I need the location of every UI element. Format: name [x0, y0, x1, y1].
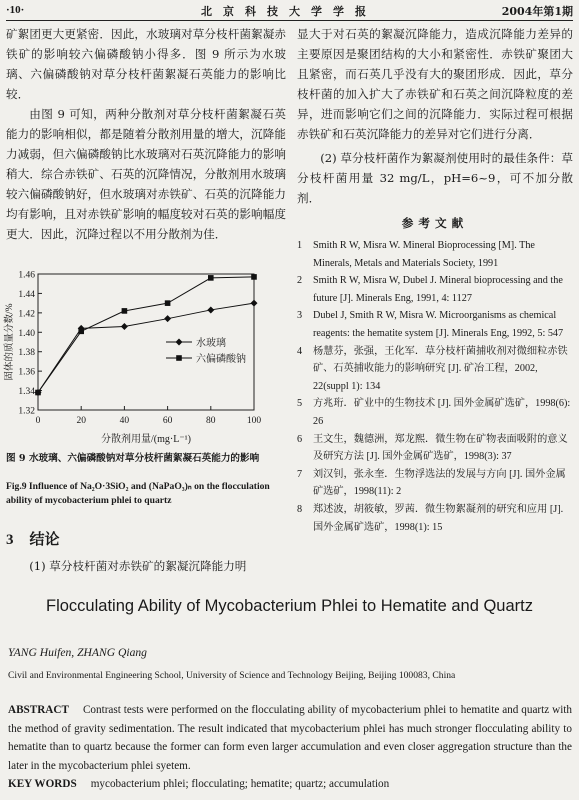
y-tick-label: 1.38	[18, 348, 35, 359]
reference-number: 5	[297, 398, 303, 410]
x-tick-label: 100	[246, 416, 262, 426]
paragraph-fig9-discussion: 由图 9 可知，两种分散剂对草分枝杆菌絮凝石英能力的影响相似，都是随着分散剂用量的增大，沉降能力减弱，但六偏磷酸钠比水玻璃对石英沉降能力的影响稍大．综合赤铁矿、石英的沉降情况，分散剂用水玻璃较六偏磷酸钠好，但水玻璃对赤铁矿、石英的沉降能力均有影响，且对赤铁矿影响的幅度较对石英的影响幅度更大．因此，沉降过程以不用分散剂为佳．	[6, 107, 286, 241]
reference-number: 7	[297, 468, 303, 480]
figure-caption-cn: 图 9 水玻璃、六偏磷酸钠对草分枝杆菌絮凝石英能力的影响	[6, 453, 260, 464]
marker-square	[176, 355, 182, 361]
x-tick-label: 60	[162, 416, 173, 426]
marker-diamond	[251, 300, 258, 307]
reference-number: 6	[297, 433, 303, 445]
marker-diamond	[121, 323, 128, 330]
journal-title: 北京科技大学学报	[201, 5, 377, 18]
reference-list	[297, 237, 573, 536]
marker-diamond	[164, 315, 171, 322]
reference-number: 3	[297, 310, 303, 322]
reference-text: 郑述波，胡筱敏，罗茜．微生物絮凝剂的研究和应用 [J]. 国外金属矿选矿，1998(1): 15	[313, 503, 564, 533]
reference-item	[297, 343, 573, 396]
references-heading: 参考文献	[401, 216, 469, 230]
y-tick-label: 1.42	[18, 309, 35, 320]
english-authors: YANG Huifen, ZHANG Qiang	[8, 646, 147, 659]
figure-9-chart	[2, 262, 284, 450]
reference-text: 王文生，魏德洲，郑龙熙．微生物在矿物表面吸附的意义及研究方法 [J]. 国外金属矿选矿，1998(3): 37	[313, 433, 568, 463]
reference-item	[297, 466, 573, 501]
chart-legend	[166, 336, 246, 365]
y-tick-label: 1.44	[18, 289, 35, 300]
chart-series	[35, 274, 258, 396]
conclusion-1-text: (1) 草分枝杆菌对赤铁矿的絮凝沉降能力明	[29, 559, 247, 573]
section-title: 结论	[29, 530, 60, 548]
reference-text: Smith R W, Misra W, Dubel J. Mineral bioprocessing and the future [J]. Minerals Eng, 1991, 4: 1127	[313, 275, 563, 304]
marker-square	[78, 329, 84, 335]
abstract-text: Contrast tests were performed on the flocculating ability of mycobacterium phlei to hematite and quartz with the method of gravity sedimentation. The result indicated that mycobacterium phlei has much stronger flocculating ability to hematite than to quartz because the former can form even larger accumulation and even closer aggregation structure than the later in the mycobacterium phlei syetem.	[8, 704, 572, 772]
marker-square	[208, 275, 214, 281]
marker-square	[165, 300, 171, 306]
english-title: Flocculating Ability of Mycobacterium Phlei to Hematite and Quartz	[46, 597, 533, 615]
issue-label: 2004年第1期	[501, 5, 573, 18]
y-tick-label: 1.36	[18, 367, 35, 378]
reference-item	[297, 395, 573, 430]
reference-number: 8	[297, 503, 303, 515]
reference-item	[297, 272, 573, 307]
english-affiliation: Civil and Environmental Engineering School, University of Science and Technology Beijing, Beijing 100083, China	[8, 670, 456, 681]
conclusion-2: (2) 草分枝杆菌作为絮凝剂使用时的最佳条件：草分枝杆菌用量 32 mg/L，pH=6~9，可不加分散剂．	[297, 151, 573, 205]
figure-caption-en: Fig.9 Influence of Na₂O·3SiO₂ and (NaPaO₃)ₙ on the flocculation ability of mycobacterium phlei to quartz	[6, 481, 270, 506]
page-number: ·10·	[6, 4, 25, 16]
conclusion-1-continued: 显大于对石英的絮凝沉降能力，造成沉降能力差异的主要原因是聚团结构的大小和紧密性．赤铁矿聚团大且紧密，而石英几乎没有大的聚团形成．因此，草分枝杆菌的加入扩大了赤铁矿和石英之间沉降粒度的差异，进而影响它们之间的沉降能力．实际过程可根据赤铁矿和石英沉降能力的差异对它们进行分离．	[297, 27, 573, 141]
reference-item	[297, 237, 573, 272]
reference-number: 2	[297, 275, 303, 287]
left-column	[6, 24, 286, 244]
marker-square	[35, 390, 41, 396]
keywords-line	[8, 778, 389, 790]
reference-text: 方兆珩．矿业中的生物技术 [J]. 国外金属矿选矿，1998(6): 26	[313, 398, 571, 427]
reference-item	[297, 501, 573, 536]
reference-number: 1	[297, 240, 303, 251]
y-tick-label: 1.46	[18, 270, 35, 281]
paragraph-continued: 矿絮团更大更紧密．因此，水玻璃对草分枝杆菌絮凝赤铁矿的影响较六偏磷酸钠小得多．图 9 所示为水玻璃、六偏磷酸钠对草分枝杆菌絮凝石英能力的影响比较．	[6, 27, 286, 101]
x-tick-label: 20	[76, 416, 86, 426]
x-axis-label: 分散剂用量/(mg·L⁻¹)	[101, 434, 191, 445]
reference-item	[297, 431, 573, 466]
reference-text: Dubel J, Smith R W, Misra W. Microorganisms as chemical reagents: the hematite system [J]. Minerals Eng, 1992, 5: 547	[313, 310, 564, 339]
marker-diamond	[207, 306, 214, 313]
conclusion-1-start	[6, 556, 286, 576]
x-tick-label: 0	[35, 416, 41, 426]
y-tick-labels	[18, 271, 35, 417]
legend-label: 六偏磷酸钠	[196, 354, 246, 365]
marker-diamond	[176, 339, 183, 346]
header-rule	[6, 20, 573, 21]
section-number: 3	[6, 532, 14, 548]
reference-text: 杨慧芬，张强，王化军．草分枝杆菌捕收剂对微细粒赤铁矿、石英捕收能力的影响研究 [J]. 矿冶工程，2002, 22(suppl 1): 134	[313, 345, 568, 392]
y-tick-label: 1.40	[18, 328, 35, 339]
right-column	[297, 24, 573, 536]
abstract-label: ABSTRACT	[8, 704, 69, 716]
marker-square	[122, 308, 128, 314]
reference-text: Smith R W, Misra W. Mineral Bioprocessing [M]. The Minerals, Metals and Materials Society, 1991	[313, 240, 535, 269]
legend-label: 水玻璃	[196, 338, 226, 349]
x-tick-label: 80	[206, 416, 216, 426]
page-header	[6, 3, 573, 20]
reference-item	[297, 307, 573, 342]
keywords-text: mycobacterium phlei; flocculating; hematite; quartz; accumulation	[90, 778, 390, 790]
y-tick-label: 1.34	[18, 387, 35, 398]
series-line	[38, 277, 254, 393]
marker-square	[251, 274, 257, 280]
y-tick-label: 1.32	[18, 406, 35, 417]
reference-number: 4	[297, 345, 303, 357]
x-tick-label: 40	[119, 416, 130, 426]
y-axis-label: 固体的质量分数/%	[5, 303, 15, 381]
reference-text: 刘汉钊，张永奎．生物浮选法的发展与方向 [J]. 国外金属矿选矿，1998(11): 2	[313, 468, 566, 498]
english-abstract	[8, 701, 572, 775]
x-tick-labels	[36, 416, 262, 426]
section-heading	[6, 528, 60, 549]
keywords-label: KEY WORDS	[8, 778, 77, 790]
